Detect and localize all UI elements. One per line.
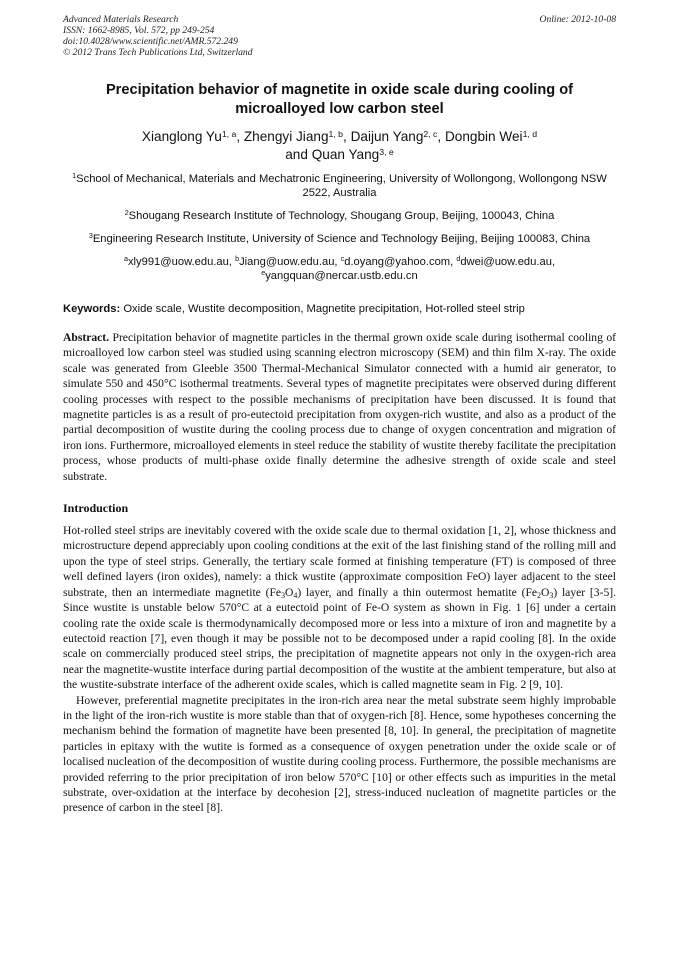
section-heading-introduction: Introduction [63, 501, 129, 516]
author-marker: 2, c [423, 128, 438, 139]
paragraph-text: ) layer [3-5]. Since wustite is unstable below 570°C at a eutectoid point of Fe-O system as shown in Fig. 1 [6] under a certain cooling rate the oxide scale is thermodynamically decomposed more or less into a mixture of iron and magnetite by a eutectoid reaction [7], even though it may be possible not to be decomposed under a rapid cooling [8]. In the oxide scale on commercially produced steel strips, the precipitation of magnetite appears not only in the oxygen-rich area near the magnetite-wustite interface during partial decomposition of the wustite at the ambient temperature, but also at the wustite-substrate interface of the adherent oxide scales, which is called magnetite seam in Fig. 2 [9, 10]. [63, 585, 617, 692]
doi-line: doi:10.4028/www.scientific.net/AMR.572.249 [63, 36, 238, 47]
email-address[interactable]: xly991@uow.edu.au [127, 256, 229, 268]
keywords-label: Keywords: [63, 303, 121, 315]
paragraph-text: ) layer, and finally a thin outermost hematite (Fe [297, 585, 538, 599]
subscript: 2 [537, 590, 541, 600]
author-name: Xianglong Yu [141, 129, 222, 144]
subscript: 3 [281, 590, 286, 600]
affiliation-marker: 2 [124, 209, 129, 218]
author-name: Zhengyi Jiang [243, 129, 329, 144]
email-marker: b [235, 255, 240, 264]
issn-line: ISSN: 1662-8985, Vol. 572, pp 249-254 [63, 25, 215, 36]
email-address[interactable]: Jiang@uow.edu.au [239, 256, 335, 268]
affiliation-text: Engineering Research Institute, University of Science and Technology Beijing, Beijing 100083, China [92, 233, 591, 245]
paragraph-text: Hot-rolled steel strips are inevitably covered with the oxide scale due to thermal oxidation [1, 2], whose thickness and microstructure depend appreciably upon cooling conditions at the exit of the last finishing stand of the rolling mill and upon the type of steel strips. Generally, the tertiary scale formed at finishing temperature (FT) is composed of three well defined layers (iron oxides), namely: a thick wustite (approximate composition FeO) layer adjacent to the steel substrate, then an intermediate magnetite (Fe [63, 524, 616, 599]
journal-header [63, 14, 616, 58]
author-separator: , [236, 129, 244, 144]
affiliation [63, 172, 616, 200]
author-list [63, 128, 616, 164]
author-name: Daijun Yang [350, 129, 424, 144]
abstract-label: Abstract. [63, 331, 110, 344]
abstract-text: Precipitation behavior of magnetite particles in the thermal grown oxide scale during isothermal cooling of microalloyed low carbon steel was studied using scanning electron microscopy (SEM) and thin film X-ray. The oxide scale was generated from Gleeble 3500 Thermal-Mechanical Simulator connected with a humid air generator, to simulate 550 and 450°C isothermal treatments. Several types of magnetite precipitates were observed during different cooling processes with respect to the possible mechanisms of precipitation have been discussed. It is found that magnetite particles is as a result of pro-eutectoid precipitation from oxygen-rich wustite, and also as a product of the partial decomposition of wustite during the cooling process due to change of oxygen concentration and migration of iron ions. Furthermore, microalloyed elements in steel reduce the stability of wustite thereby facilitate the precipitation process, whose products of multi-phase oxide finally determine the adhesive strength of oxide scale and steel substrate. [63, 331, 616, 483]
affiliation-marker: 1 [72, 172, 77, 181]
email-marker: e [261, 269, 266, 278]
email-address[interactable]: dwei@uow.edu.au [460, 256, 552, 268]
author-separator: , [343, 129, 351, 144]
paragraph-text: O [285, 585, 294, 599]
author-marker: 1, b [328, 128, 344, 139]
copyright-line: © 2012 Trans Tech Publications Ltd, Switzerland [63, 47, 253, 58]
publication-info [63, 14, 253, 58]
email-address[interactable]: yangquan@nercar.ustb.edu.cn [265, 270, 418, 282]
introduction-paragraph-1 [63, 523, 616, 692]
author-marker: 3, e [379, 146, 394, 157]
affiliation-text: Shougang Research Institute of Technology, Shougang Group, Beijing, 100043, China [128, 210, 555, 222]
keywords-text: Oxide scale, Wustite decomposition, Magnetite precipitation, Hot-rolled steel strip [123, 303, 525, 315]
author-emails [63, 255, 616, 283]
affiliation-marker: 3 [88, 232, 93, 241]
email-marker: c [340, 255, 345, 264]
online-date: Online: 2012-10-08 [539, 14, 616, 25]
introduction-paragraph-2: However, preferential magnetite precipitates in the iron-rich area near the metal substrate seem highly improbable in the light of the iron-rich wustite is more stable than that of oxygen-rich [8]. Hence, some hypotheses concerning the mechanism behind the formation of magnetite have been presented [8, 10]. In general, the precipitation of magnetite particles in epitaxy with the wutite is formed as a consequence of oxygen penetration under the oxide scale or of localised nucleation of the decomposition of wustite during cooling process. Furthermore, the possible mechanisms are provided referring to the prior precipitation of iron below 570°C [10] or other effects such as impurities in the metal substrate, over-oxidation at the interface by decohesion [2], stress-induced nucleation of magnetite particles or the presence of carbon in the steel [8]. [63, 693, 616, 815]
email-address[interactable]: d.oyang@yahoo.com [344, 256, 451, 268]
email-separator: , [334, 256, 341, 268]
email-separator: , [228, 256, 236, 268]
author-marker: 1, d [522, 128, 538, 139]
author-separator: , [437, 129, 445, 144]
affiliation [63, 209, 616, 223]
author-marker: 1, a [221, 128, 237, 139]
journal-name: Advanced Materials Research [63, 14, 179, 25]
keywords [63, 302, 616, 316]
paragraph-text: O [541, 585, 550, 599]
abstract [63, 330, 616, 484]
affiliation-text: School of Mechanical, Materials and Mechatronic Engineering, University of Wollongong, Wollongong NSW 2522, Australia [76, 173, 607, 199]
author-name: and Quan Yang [285, 147, 380, 162]
subscript: 3 [549, 590, 554, 600]
author-name: Dongbin Wei [444, 129, 523, 144]
subscript: 4 [293, 590, 298, 600]
affiliation [63, 232, 616, 246]
email-separator: , [450, 256, 457, 268]
email-marker: d [456, 255, 461, 264]
email-separator: , [551, 256, 556, 268]
paper-title: Precipitation behavior of magnetite in oxide scale during cooling of microalloyed low carbon steel [105, 82, 574, 117]
email-marker: a [123, 255, 128, 264]
